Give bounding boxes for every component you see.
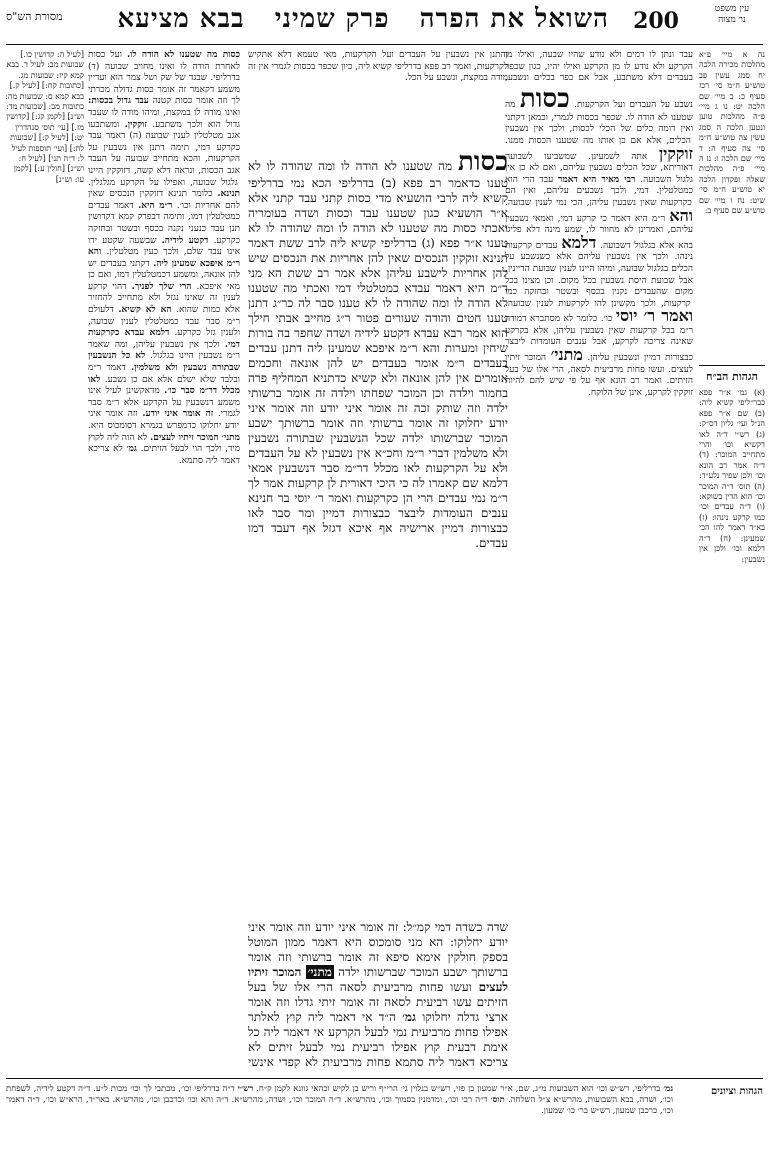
tosafot-dibur-1: כסות מה שטענו לא הודה לו. <box>126 50 240 60</box>
tosafot-dibur-11: לא כל הנשבעין שבתורה נשבעין ולא משלמין. <box>88 351 240 374</box>
tosafot-text-5: דאמר עבדים כמטלטלין דמו, ותימה דבפרק קמא דקדושין תנן עבד כנעני נקנה בכסף ובשטר ובחזקה כקרקע. <box>88 200 240 246</box>
hagahot-habach-text: (א) גמ׳ א״ר פפא כבר״ליפי קשיא ליה: (ב) שם א״ר פפא הנ״ל ועי׳ גליון דס״ק: (ג) רש״י ד״ה לאו דקשיא וכו׳ והרי מתחייב המוכר: (ד) ד״ה אמר רב הונא וכו׳ ולכן שפיר נלע״ד: (ה) תוס׳ ד״ה המוכר וכו׳ הוא הדין בשוקא: (ו) ד״ה עבדים וכו׳ כמו קרקע נינהו: (ז) בא״ד דאמר להו הכי שמעינן: (ח) ד״ה דלמא וכו׳ ולכן אין נשבעין: <box>699 388 765 564</box>
footer-text-b: ד״ה בדרליפי וכו׳, מכתבי לך וכו׳ מכות ל״ע. ד״ה דקטע לידיה, לשפחת וכו׳, ושדה, בבא השבועות, מהרש״א צ״ל השלחה. <box>6 1084 673 1105</box>
page-number: 200 <box>633 8 679 34</box>
tosafot-text-1: ועל כסות לאחרת הודה לו ואינו מחויב שבועה (ד) בדרליפי. שבגד של שק ושל צמר הוא ועדיין משמע דקאמר זה אומר כסות גדולה מכרתי לך וזה אומר כסות קטנה <box>88 50 240 107</box>
gemara-text-c: דתנן עבדים בעבדים ר״מ אומר בעבדים יש להן אונאה וחכמים אומרים אין להן אונאה ולא קשיא כדתניא <box>248 341 508 385</box>
ein-mishpat-divider <box>699 365 765 366</box>
footer-text-c: ד״ה רבי וכו׳, ומדמנין בסמוך וכו׳, מהרש״א. ד״ה המוכר וכו׳, ושדה, מהרש״א. ד״ה והא וכו׳ וכרכבן וכו׳, מהרש״א. באר״ד, הרא״ש וכו׳, ד״ה דאמר וכו׳, כרכבן שמעון, רש״ש בר׳ כו׳ שמעון. <box>6 1095 673 1116</box>
tosafot-text-14: לא הוה ליה לקוץ מיד, ולכך הוי לבעל הזיתים. <box>88 432 240 455</box>
gemara-top-text: והתנן אין נשבעין על העבדים ועל הקרקעות, מאי טעמא דלא אתקיש לקרקעות, ואמר רב פפא בדרליפי קשיא ליה, כיון שכפר בכסות לגמרי אין זה מודה במקצת, ונשבע על הכל. <box>248 50 508 84</box>
mishna-opening-words: המוכר זיתיו לעצים <box>248 965 508 994</box>
hagahot-habach-title: הגהות הב״ח <box>706 370 758 383</box>
tosafot-dibur-14: מתני׳ המוכר זיתיו לעצים. <box>150 432 240 443</box>
mesoret-hashas-text: [לעיל ה: קדושין כו.] שבועות מב: לעיל ד. בבא קמא קיז: שבועות מג. [כתובות קח:] [לעיל ק.] בבא קמא ס: שבועות מה: כתובות מב: [שבועות מד: וש״נ] [לקמן קג:] [קדושין מז.] [עי׳ תוס׳ סנהדרין יט:] [לעיל ק:] [שבועות לח:] [ועי׳ תוספות לעיל ל: ד״ה תני] [לעיל ח: וש״נ] [חולין ע:] [לקמן עו: וש״נ] <box>5 50 84 184</box>
hagahot-habach-column <box>699 388 765 788</box>
hagahot-vetziyunim-title: הגהות וציונים <box>710 1086 763 1097</box>
gemara-bottom-text-c: ה״ד אי דאמר ליה קוץ לאלתר אפילו פחות מרביעית נמי לבעל הקרקע אי דאמר ליה כל אימת דבעית קוץ אפילו רביעית נמי לבעל זיתים לא צריכא דאמר ליה סתמא פחות מרביעית לא קפדי אינשי <box>248 1010 508 1069</box>
rashi-text-b: מה שטענו לא הודה לו. שכפר בכסות לגמרי, וכמאן דקתני ואין דומה כלים של הכלי לכסות, ולכך אין נשבעין הכלים, אלא אם כן אותו מה שטענו הכסות ממנו. <box>505 99 693 146</box>
rashi-dibur-vehaa: והא <box>669 205 693 225</box>
tosafot-dibur-15: גמ׳ <box>126 444 137 455</box>
gemara-dibur-kesut: כסות <box>457 148 508 177</box>
tosafot-text-7: דקתני בעבדים יש להן אונאה, ומשמע דכמטלטלין דמו, ואם כן מאי איפכא. <box>88 258 240 292</box>
footer-tosafot-label: תוס׳ <box>490 1095 505 1105</box>
tosafot-dibur-8: הרי שלך לפניך. <box>131 281 192 292</box>
hagahot-vetziyunim-text <box>6 1084 673 1156</box>
rashi-commentary <box>505 50 693 1070</box>
tosafot-text-15: לא צריכא דאמר ליה סתמא. <box>88 444 240 466</box>
tosafot-dibur-6: דקטע לידיה. <box>161 235 209 246</box>
tosafot-text-4: כלומר תנינא דזוקקין הנכסים שאין להם אחריות וכו׳. <box>88 189 240 211</box>
rashi-dibur-dilma: דלמא <box>561 232 597 252</box>
tosafot-text-13: וזה אומר איני יודע יחלוקו כדמפרש בגמרא דסומכוס היא. <box>88 409 240 431</box>
gemara-bottom-text-b: ועשו פחות מרביעית לסאה הרי אלו של בעל הזיתים עשו רביעית לסאה זה אומר זיתי גדלו וזה אומר ארצי גדלה יחלוקו <box>248 980 508 1024</box>
footer-divider <box>6 1078 763 1079</box>
ein-mishpat-text: נה א מיי׳ פ״א מהלכות מכירה הלכה יח סמג עשין פב טוש״ע ח״מ סי׳ רכז סעיף כ: ב מיי׳ שם הלכה יט: נו ג מיי׳ פ״ה מהלכות טוען ונטען הלכה ה סמג עשין צה טוש״ע ח״מ סי׳ צה סעיף ה: ד מיי׳ שם הלכה ו: נז ה מיי׳ פ״ה מהלכות שאלה ופקדון הלכה יא טוש״ע ח״מ סי׳ שיט: נח ו מיי׳ שם טוש״ע שם סעיף ב: <box>699 50 765 216</box>
gemara-text-g: ארישיה אף איכא דגזל אף דעבד דמו עבדים. <box>248 521 508 550</box>
gemara-top-block <box>248 50 508 146</box>
tosafot-text-9: דלעולם ר״מ סבר עבד כמטלטלין לענין שבועה, ולענין גזל כקרקע. <box>88 305 240 339</box>
ein-mishpat-heading: עין משפט נר מצוה <box>714 4 750 25</box>
ein-mishpat-column <box>699 50 765 360</box>
footer-gemara-label: גמ׳ <box>663 1084 673 1094</box>
tosafot-text-6: שבשעה שקטע ידו אינו עבד שלם, ולכך כעין מטלטלין. <box>88 235 240 258</box>
gemara-text-b: זוקקין הנכסים שאין להן אחריות את הנכסים שיש להן אחריות לישבע עליהן אלא אמר רב ששת הא מני ר״מ היא דאמר עבדא כמטלטלי דמי ואכתי מה שטענו לא הודה לו ומה שהודה לו לא טענו סבר לה כר״ג דתנן טענו חטים והודה שעורים פטור ר״ג מחייב אבתי חילך הוא אמר רבא עבדא דקטע לידיה ושדה שחפר בה בורות שיחין ומערות והא ר״מ איפכא שמעינן ליה <box>248 251 508 355</box>
gemara-text-e: שכל הנשבעין שבתורה נשבעין ולא משלמין דברי ר״מ וחכ״א אין נשבעין לא על העבדים ולא על הקרקעות לאו מכלל דר״מ סבר דנשבעין אמאי דלמא שם קאמרו לה כי היכי דאורית לן קרקעות אמר לך ר״מ נמי עבדים הרי הן כקרקעות <box>248 431 508 505</box>
rashi-text-e: ר״מ היא דאמר כי קרקע דמי, ואמאי נשבעין עליהם, ואמרינן לא מחוור לו, שמע מינה דלא פליגי בהא אלא בגלגול דשבועה. <box>505 213 693 251</box>
footer-rashi-label: רש״י <box>237 1084 254 1094</box>
tosafot-dibur-10: דלמא עבדא כקרקעות דמי. <box>88 328 240 350</box>
tosafot-text-12: מדאקשינן לעיל אינו משמע דנשבעין על הקרקע אלא ר״מ סבר לגמרי. <box>88 386 240 420</box>
page-title: השואל את הפרה פרק שמיני בבא מציעא <box>117 4 609 34</box>
gemara-text-f: ואמר ר׳ יוסי בר חנינא ענבים העומדות ליבצר כבצורות דמיין ומר סבר לאו כבצורות דמיין <box>248 491 508 535</box>
tosafot-commentary <box>88 50 240 1070</box>
tosafot-text-2: ואינו מודה לו במקצת, ומיהו מודה לו שעבד גדול הוא ולכך משתבע. <box>88 107 240 130</box>
gemara-bottom-block <box>248 920 508 1070</box>
rashi-text-d: עבד הרי הוא כמטלטלין. דמי, ולכך נשבעים עליהם, ואין הם כקרקעות שאין נשבעין עליהן, הכי נמי לענין שבועה. <box>505 174 693 208</box>
footer-text-a: בדרליפי, רש״ש וכו׳ הוא השבועות מ״ג, שם, א״ר שמעון בן פזי, רש״ש בנלוין גי׳ הרי״ף וריש בן לקיש וכהאי גוונא לקמן ק״ח. <box>253 1084 661 1094</box>
tosafot-dibur-5: ר״מ היא. <box>138 200 173 211</box>
rashi-text-c: אתה לשמעינן. שמשביעו לשבועה דאוריתא, שכל הכלים נשבעין עליהם, ואם לא כן אין גלגול השבועה. <box>505 151 693 185</box>
rashi-dibur-zokkin: זוקקין <box>659 143 693 163</box>
page-header <box>0 0 769 46</box>
rashi-text-f: עבדים קרקעות נינהו. ולכך אין נשבעין עליהם אלא כשנשבע על הכלים בגלגול שבועה, ומיהו היינו לענין שבועת הדיינין, אבל שבועת היסת נשבעין בכל מקום. וכן מצינו בכל מקום שהעבדים נקנין בכסף ובשטר ובחזקה כמו קרקעות, ולכך מקשינן להו לקרקעות לענין שבועה. <box>505 240 693 309</box>
tosafot-text-8: דהוי קרקע לענין זה שאינו נגזל ולא מתחייב להחזיר אלא כמות שהוא. <box>88 281 240 316</box>
gemara-text-a: מה שטענו לא הודה לו ומה שהודה לו לא טענו כדאמר רב פפא (ב) בדרליפי הכא נמי בדרליפי קשיא ליה לרבי הושעיא מדי כסות קתני עבד קתני אלא א״ר הושעיא כגון שטענו עבד וכסות ושדה בעומריה ואכתי כסות מה שטענו לא הודה לו ומה שהודה לו לא טענו א״ר פפא (ג) בדרליפי קשיא ליה לרב ששת דאמר תנינא <box>248 159 508 265</box>
tosafot-dibur-2: עבד גדול בכסות: <box>88 96 149 107</box>
gemara-main-text <box>248 148 508 918</box>
mesoret-hashas-column <box>4 50 84 1070</box>
rashi-dibur-amar: ואמר ר׳ יוסי <box>615 306 693 326</box>
tosafot-dibur-3: זוקקין. <box>124 119 147 130</box>
tosafot-text-11: דאמר ר״מ ובלבד שלא ישלם אלא אם כן נשבע. <box>88 363 240 385</box>
rashi-dibur-mytni: מתני׳ <box>550 345 583 365</box>
rashi-text-a: עבד ונתן לו דמים ולא נודע שהיו שבעה, ואילו מן הקרקע ולא נודע לו מן הקרקע ואילו יהיו, כגון שכפר בעבדים דלא משתבע, אבל אם כפר בכלים ונשבע, נשבע על העבדים ועל הקרקעות. <box>505 50 693 110</box>
tosafot-text-3: ומשתבעו אגב מטלטלין לענין שבועה (ה) דאמר עבד כקרקע דמי, תימה דתנן אין נשבעין על הקרקעות, והכא מתחייב שבועה על העבד אגב הכסות, ונראה דלא קשה, דזוקקין היינו גלגול שבועה, ואפילו על הקרקע מגלגלין. <box>88 119 240 188</box>
tosafot-text-10: ולכך אין נשבעין עליהן, ומה שאמר ר״מ נשבעין היינו בגלגול. <box>88 339 240 362</box>
gemara-bottom-text-a: שדה כשדה דמי קמ״ל: זה אומר איני יודע וזה אומר איני יודע יחלוקו: הא מני סומכוס היא דאמר ממון המוטל בספק חולקין אימא סיפא זה אומר ברשותי וזה אומר ברשותך ישבע המוכר שברשותו ילדה <box>248 920 508 979</box>
mesoret-hashas-heading: מסורת הש"ס <box>6 10 63 23</box>
tosafot-dibur-9: הא לא קשיא. <box>118 305 172 316</box>
gemara-text-d: המחליף פרה בחמור וילדה וכן המוכר שפחתו וילדה זה אומר ברשותי ילדה וזה שותק זכה זה אומר איני יודע וזה אומר איני יודע יחלוקו זה אומר ברשותי וזה אומר ברשותך ישבע המוכר שברשותו ילדה <box>248 371 508 445</box>
tosafot-dibur-13: זה אומר איני יודע. <box>142 409 214 420</box>
rashi-dibur-rmeir: רבי מאיר היא דאמר <box>558 174 636 185</box>
tosafot-dibur-4: תנינא. <box>217 189 240 200</box>
rashi-text-h: המוכר זיתיו לעצים. ועשו פחות מרביעית לסאה, הרי אלו של בעל הזיתים. ואמר רב הונא אף על פי שיש להם להיות זוקקין לקרקע, אינן של הלוקח. <box>505 353 693 398</box>
header-divider <box>6 44 763 45</box>
mishna-label: מתני׳ <box>307 965 332 979</box>
rashi-text-g: כו׳. כלומר לא מסתברא דמודה ר״מ בכל קרקעות שאין נשבעין עליהן, אלא בקרקע שאינה צריכה לקרקע, אבל ענבים העומדות ליבצר כבצורות דמיין ונשבעין עליהן. <box>505 314 693 364</box>
tosafot-dibur-7: והא ר״מ איפכא שמעינן ליה. <box>88 247 240 269</box>
tosafot-dibur-12: לאו מכלל דר״מ סבר כו׳. <box>88 374 240 397</box>
rashi-dibur-kesut: כסות <box>519 83 570 114</box>
gemara-label: גמ׳ <box>402 1010 417 1024</box>
